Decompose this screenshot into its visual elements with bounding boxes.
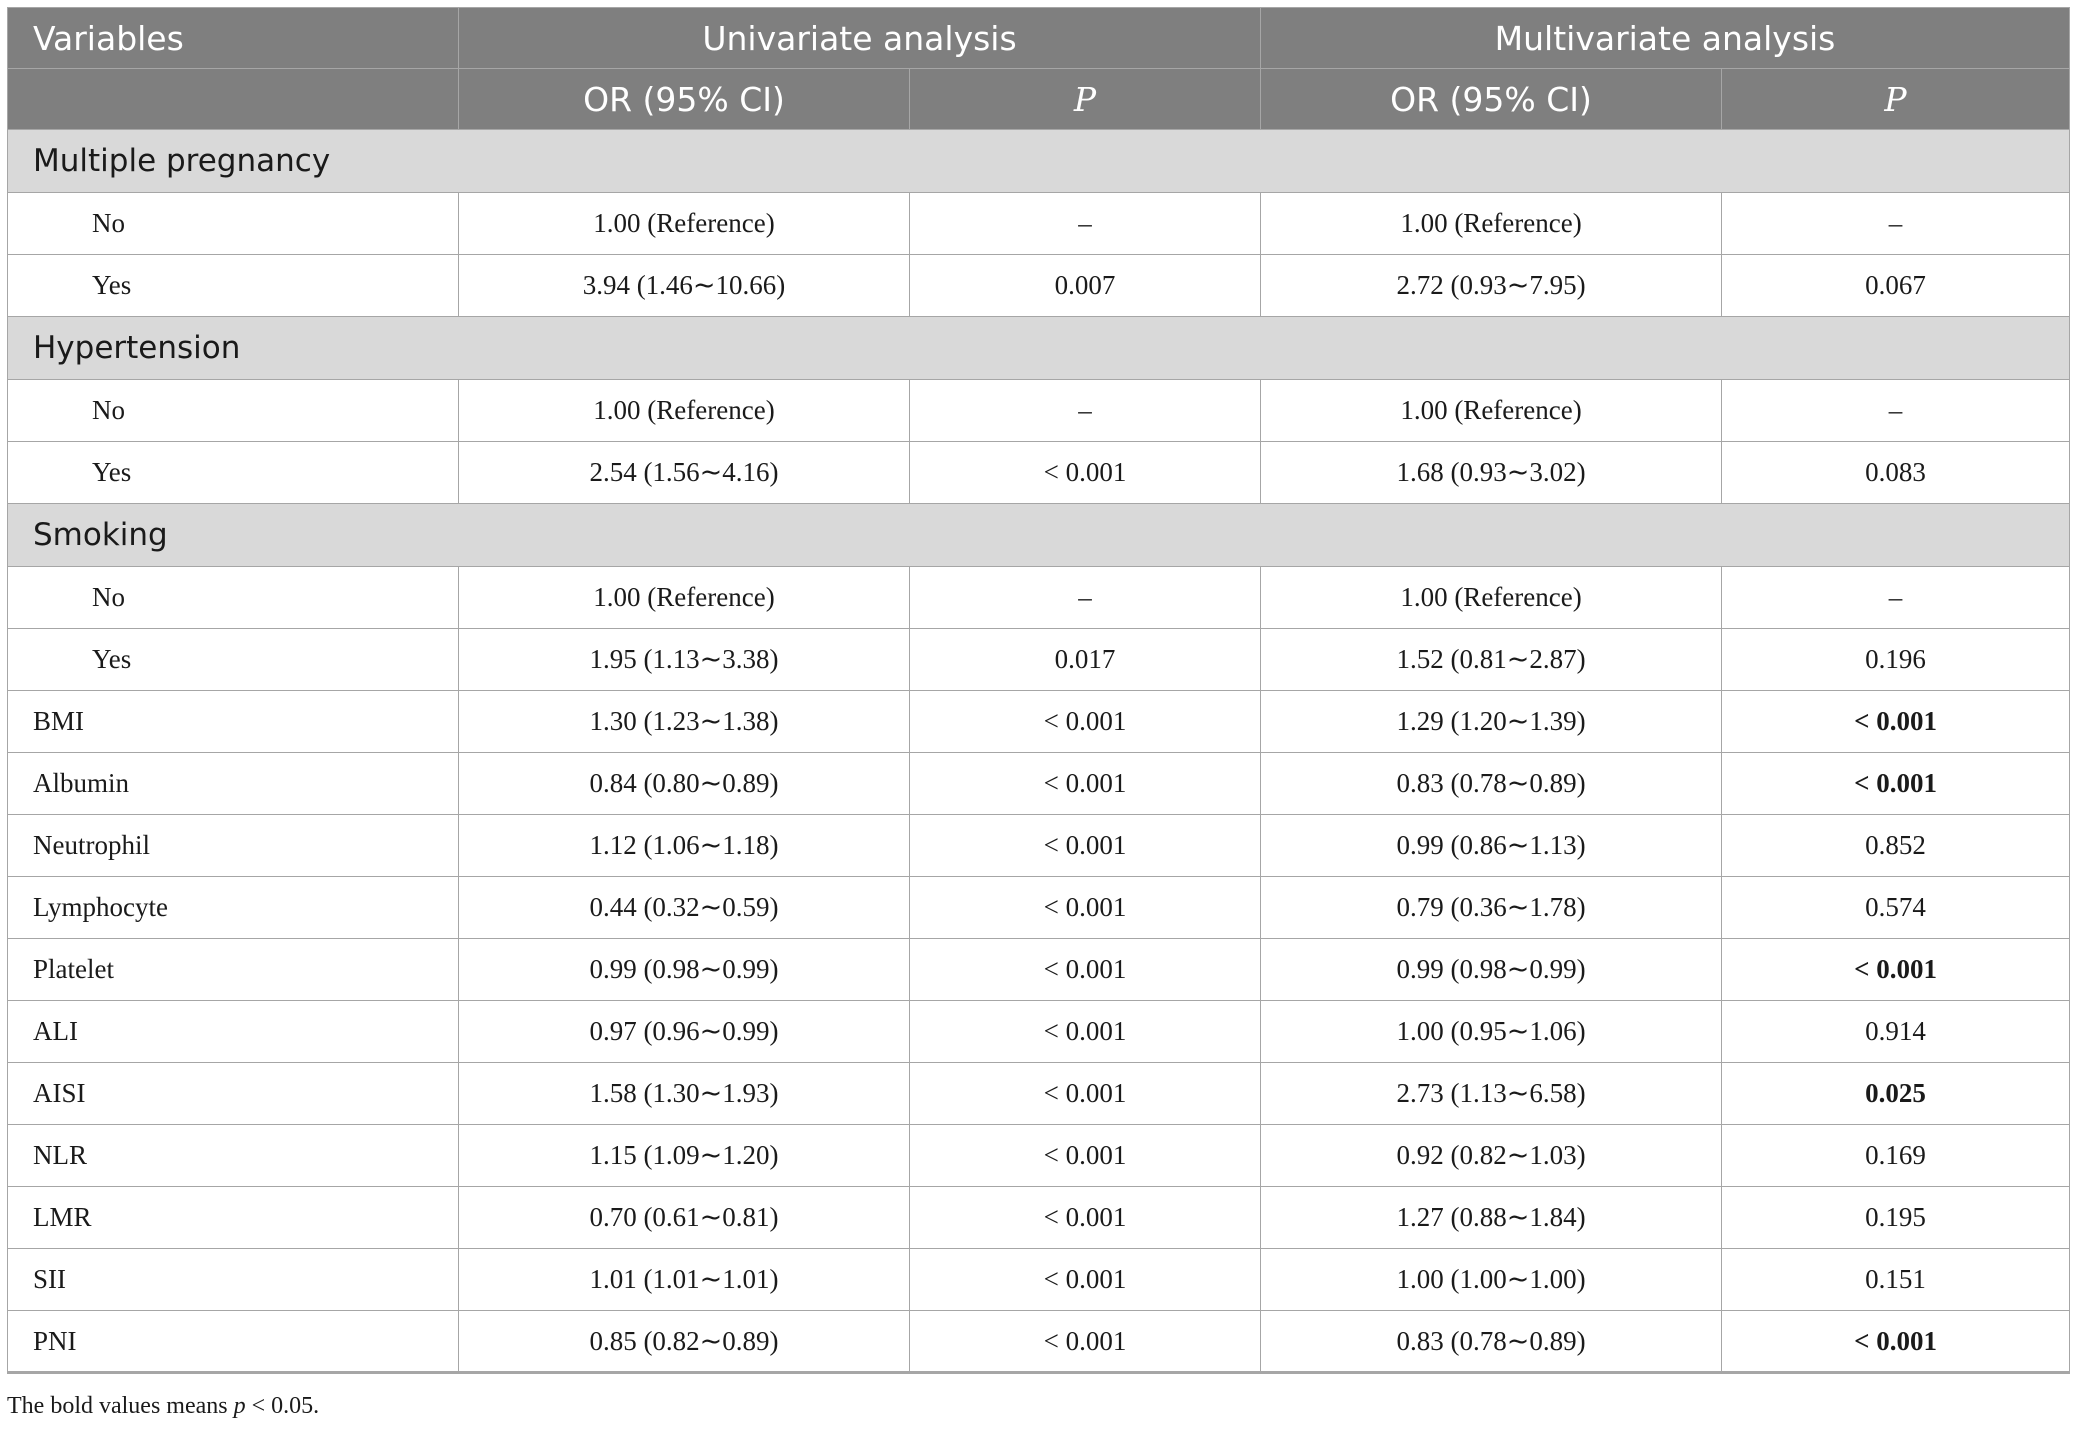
uni-or-cell: 0.70 (0.61∼0.81): [459, 1187, 910, 1249]
table-row: [8, 567, 2070, 629]
multi-p-cell: –: [1722, 193, 2070, 255]
uni-p-cell: < 0.001: [910, 815, 1261, 877]
multi-or-cell: 1.00 (0.95∼1.06): [1261, 1001, 1722, 1063]
header-uni-p: P: [910, 69, 1261, 130]
header-multivariate: Multivariate analysis: [1261, 8, 2070, 69]
footnote-text-before: The bold values means: [7, 1393, 234, 1419]
header-row-2: [8, 69, 2070, 130]
multi-or-cell: 1.00 (Reference): [1261, 380, 1722, 442]
uni-p-cell: –: [910, 567, 1261, 629]
row-label: No: [8, 380, 459, 442]
multi-or-cell: 0.99 (0.98∼0.99): [1261, 939, 1722, 1001]
multi-p-cell: 0.169: [1722, 1125, 2070, 1187]
uni-or-cell: 0.85 (0.82∼0.89): [459, 1311, 910, 1373]
multi-or-cell: 0.99 (0.86∼1.13): [1261, 815, 1722, 877]
table-row: [8, 1125, 2070, 1187]
row-label: Lymphocyte: [8, 877, 459, 939]
multi-or-cell: 1.29 (1.20∼1.39): [1261, 691, 1722, 753]
uni-p-cell: < 0.001: [910, 1001, 1261, 1063]
uni-or-cell: 0.84 (0.80∼0.89): [459, 753, 910, 815]
row-label: BMI: [8, 691, 459, 753]
header-variables: Variables: [8, 8, 459, 69]
header-univariate: Univariate analysis: [459, 8, 1261, 69]
row-label: PNI: [8, 1311, 459, 1373]
multi-p-cell: 0.025: [1722, 1063, 2070, 1125]
table-row: [8, 1001, 2070, 1063]
uni-p-cell: < 0.001: [910, 753, 1261, 815]
table-row: [8, 255, 2070, 317]
multi-or-cell: 0.83 (0.78∼0.89): [1261, 753, 1722, 815]
uni-or-cell: 0.44 (0.32∼0.59): [459, 877, 910, 939]
multi-p-cell: < 0.001: [1722, 1311, 2070, 1373]
uni-or-cell: 1.15 (1.09∼1.20): [459, 1125, 910, 1187]
multi-p-cell: < 0.001: [1722, 691, 2070, 753]
uni-or-cell: 3.94 (1.46∼10.66): [459, 255, 910, 317]
multi-p-cell: 0.574: [1722, 877, 2070, 939]
multi-p-cell: 0.083: [1722, 442, 2070, 504]
table-row: [8, 753, 2070, 815]
uni-p-cell: < 0.001: [910, 1249, 1261, 1311]
uni-or-cell: 1.12 (1.06∼1.18): [459, 815, 910, 877]
multi-or-cell: 1.00 (Reference): [1261, 193, 1722, 255]
row-label: ALI: [8, 1001, 459, 1063]
table-row: [8, 1187, 2070, 1249]
table-row: [8, 691, 2070, 753]
section-row: [8, 504, 2070, 567]
row-label: NLR: [8, 1125, 459, 1187]
uni-p-cell: < 0.001: [910, 1187, 1261, 1249]
uni-or-cell: 1.00 (Reference): [459, 193, 910, 255]
multi-p-cell: –: [1722, 380, 2070, 442]
row-label: No: [8, 567, 459, 629]
multi-or-cell: 2.73 (1.13∼6.58): [1261, 1063, 1722, 1125]
header-row-1: [8, 8, 2070, 69]
header-multi-or: OR (95% CI): [1261, 69, 1722, 130]
multi-or-cell: 1.00 (Reference): [1261, 567, 1722, 629]
uni-or-cell: 1.95 (1.13∼3.38): [459, 629, 910, 691]
footnote-text-after: < 0.05.: [245, 1393, 320, 1419]
multi-p-cell: < 0.001: [1722, 939, 2070, 1001]
multi-or-cell: 2.72 (0.93∼7.95): [1261, 255, 1722, 317]
row-label: Albumin: [8, 753, 459, 815]
uni-p-cell: < 0.001: [910, 442, 1261, 504]
uni-p-cell: < 0.001: [910, 877, 1261, 939]
row-label: No: [8, 193, 459, 255]
uni-p-cell: 0.017: [910, 629, 1261, 691]
uni-p-cell: < 0.001: [910, 1311, 1261, 1373]
footnote-italic-p: p: [233, 1393, 246, 1419]
regression-table: [7, 7, 2070, 1374]
uni-or-cell: 1.00 (Reference): [459, 567, 910, 629]
header-multi-p: P: [1722, 69, 2070, 130]
row-label: Yes: [8, 255, 459, 317]
section-row: [8, 317, 2070, 380]
uni-p-cell: < 0.001: [910, 691, 1261, 753]
multi-or-cell: 1.52 (0.81∼2.87): [1261, 629, 1722, 691]
regression-table-container: [7, 7, 2069, 1374]
uni-or-cell: 1.01 (1.01∼1.01): [459, 1249, 910, 1311]
table-row: [8, 1063, 2070, 1125]
multi-p-cell: < 0.001: [1722, 753, 2070, 815]
row-label: AISI: [8, 1063, 459, 1125]
uni-p-cell: –: [910, 193, 1261, 255]
table-row: [8, 193, 2070, 255]
table-row: [8, 877, 2070, 939]
multi-p-cell: 0.852: [1722, 815, 2070, 877]
multi-or-cell: 1.68 (0.93∼3.02): [1261, 442, 1722, 504]
uni-p-cell: –: [910, 380, 1261, 442]
multi-p-cell: –: [1722, 567, 2070, 629]
table-row: [8, 815, 2070, 877]
multi-or-cell: 0.83 (0.78∼0.89): [1261, 1311, 1722, 1373]
uni-or-cell: 1.00 (Reference): [459, 380, 910, 442]
uni-or-cell: 0.97 (0.96∼0.99): [459, 1001, 910, 1063]
table-body: [8, 130, 2070, 1373]
table-row: [8, 1311, 2070, 1373]
row-label: Yes: [8, 629, 459, 691]
section-title: Smoking: [8, 504, 2070, 567]
row-label: LMR: [8, 1187, 459, 1249]
table-footnote: [7, 1393, 319, 1420]
section-title: Multiple pregnancy: [8, 130, 2070, 193]
multi-p-cell: 0.196: [1722, 629, 2070, 691]
row-label: Yes: [8, 442, 459, 504]
multi-or-cell: 1.27 (0.88∼1.84): [1261, 1187, 1722, 1249]
uni-or-cell: 1.30 (1.23∼1.38): [459, 691, 910, 753]
table-row: [8, 1249, 2070, 1311]
section-row: [8, 130, 2070, 193]
uni-p-cell: < 0.001: [910, 1125, 1261, 1187]
multi-p-cell: 0.195: [1722, 1187, 2070, 1249]
table-row: [8, 629, 2070, 691]
uni-p-cell: < 0.001: [910, 939, 1261, 1001]
table-row: [8, 442, 2070, 504]
multi-p-cell: 0.914: [1722, 1001, 2070, 1063]
multi-p-cell: 0.151: [1722, 1249, 2070, 1311]
header-empty: [8, 69, 459, 130]
uni-p-cell: 0.007: [910, 255, 1261, 317]
table-row: [8, 380, 2070, 442]
multi-or-cell: 0.92 (0.82∼1.03): [1261, 1125, 1722, 1187]
table-row: [8, 939, 2070, 1001]
section-title: Hypertension: [8, 317, 2070, 380]
uni-or-cell: 2.54 (1.56∼4.16): [459, 442, 910, 504]
row-label: Neutrophil: [8, 815, 459, 877]
uni-or-cell: 0.99 (0.98∼0.99): [459, 939, 910, 1001]
multi-p-cell: 0.067: [1722, 255, 2070, 317]
uni-or-cell: 1.58 (1.30∼1.93): [459, 1063, 910, 1125]
multi-or-cell: 1.00 (1.00∼1.00): [1261, 1249, 1722, 1311]
row-label: Platelet: [8, 939, 459, 1001]
multi-or-cell: 0.79 (0.36∼1.78): [1261, 877, 1722, 939]
header-uni-or: OR (95% CI): [459, 69, 910, 130]
uni-p-cell: < 0.001: [910, 1063, 1261, 1125]
row-label: SII: [8, 1249, 459, 1311]
